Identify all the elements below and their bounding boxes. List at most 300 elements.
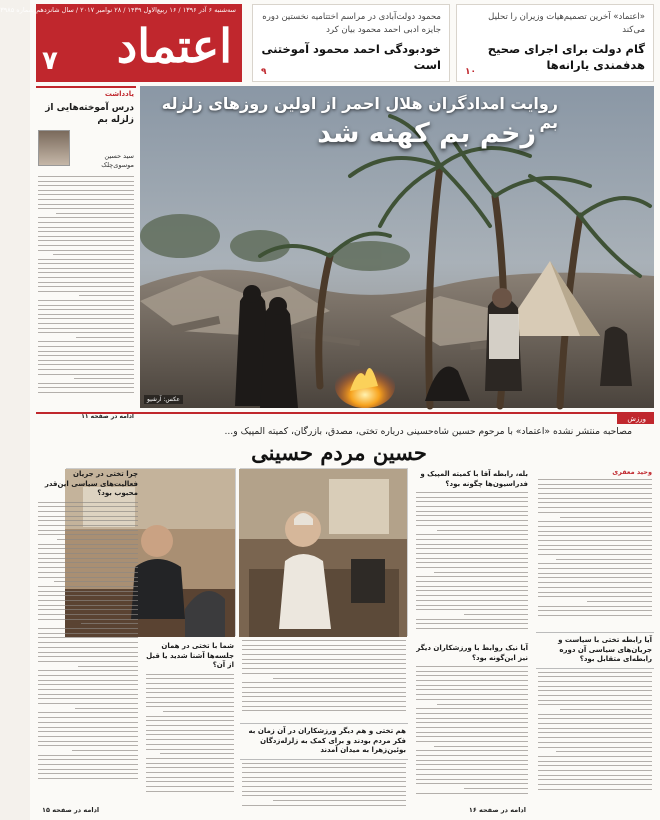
text-line — [242, 682, 406, 683]
section-bar — [36, 412, 654, 422]
promo-headline[interactable]: خودبودگی احمد محمود آموختنی است — [261, 42, 441, 72]
promo-headline[interactable]: گام دولت برای اجرای صحیح هدفمندی یارانه‌ها — [487, 42, 645, 72]
question-text: بله، رابطه آقا با کمیته المپیک و فدراسیون‌ها چگونه بود؟ — [420, 470, 528, 488]
text-line — [416, 732, 528, 733]
text-line — [416, 492, 528, 493]
text-line — [538, 488, 652, 489]
text-line — [587, 601, 652, 602]
interview-photo-left[interactable] — [240, 468, 408, 636]
text-line — [38, 577, 138, 578]
text-line — [538, 596, 652, 597]
text-line — [538, 704, 652, 705]
text-line — [38, 318, 134, 319]
column-body-text — [36, 176, 136, 412]
text-line — [38, 741, 138, 742]
promo-box[interactable] — [252, 4, 450, 82]
article-column — [414, 468, 530, 812]
text-line — [146, 772, 234, 773]
text-line — [38, 600, 138, 601]
text-line — [538, 700, 652, 701]
text-line — [538, 742, 652, 743]
text-line — [556, 559, 652, 560]
text-line — [560, 709, 652, 710]
text-line — [416, 694, 528, 695]
text-line — [416, 755, 528, 756]
text-line — [416, 675, 528, 676]
column-text — [536, 672, 654, 802]
interview-section — [36, 412, 654, 814]
text-line — [538, 775, 652, 776]
text-line — [146, 674, 234, 675]
text-line — [38, 185, 134, 186]
pull-quote: هم تختی و هم دیگر ورزشکاران در آن زمان به فکر مردم بودند و برای کمک به زلزله‌زدگان بوئین‌زهرا به میدان آمدند — [240, 723, 408, 760]
text-line — [242, 791, 406, 792]
text-line — [38, 300, 134, 301]
text-line — [538, 784, 652, 785]
text-line — [160, 753, 234, 754]
column-text — [536, 479, 654, 629]
text-line — [416, 750, 528, 751]
text-line — [38, 511, 138, 512]
logo-wordmark: اعتماد — [116, 19, 232, 73]
text-line — [38, 548, 138, 549]
text-line — [38, 250, 134, 251]
text-line — [273, 800, 406, 801]
text-line — [38, 628, 138, 629]
promo-box[interactable] — [456, 4, 654, 82]
text-line — [38, 558, 138, 559]
text-line — [437, 704, 528, 705]
text-line — [538, 695, 652, 696]
text-line — [38, 731, 138, 732]
text-line — [146, 716, 234, 717]
hero-photo[interactable] — [140, 86, 654, 408]
text-line — [38, 572, 138, 573]
text-line — [38, 222, 134, 223]
continued-note[interactable]: ادامه در صفحه ۱۶ — [468, 806, 526, 814]
text-line — [146, 702, 234, 703]
text-line — [38, 722, 138, 723]
text-line — [538, 728, 652, 729]
text-line — [38, 383, 134, 384]
text-line — [38, 268, 134, 269]
text-line — [38, 619, 138, 620]
hero-overline: روایت امدادگران هلال احمر از اولین روزهای زلزله بم — [161, 94, 558, 132]
interviewee-photo — [239, 469, 407, 637]
text-line — [538, 507, 652, 508]
text-line — [146, 781, 234, 782]
text-line — [38, 502, 138, 503]
text-line — [146, 767, 234, 768]
text-line — [416, 779, 528, 780]
text-line — [146, 749, 234, 750]
text-line — [434, 572, 528, 573]
text-line — [416, 581, 528, 582]
text-line — [38, 595, 138, 596]
text-line — [38, 745, 138, 746]
text-line — [538, 479, 652, 480]
text-line — [538, 718, 652, 719]
text-line — [38, 332, 134, 333]
promo-page-number: ۹ — [261, 67, 267, 77]
text-line — [416, 520, 528, 521]
text-line — [38, 392, 134, 393]
text-line — [38, 286, 134, 287]
text-line — [38, 204, 134, 205]
text-line — [38, 586, 138, 587]
continued-note[interactable]: ادامه در صفحه ۱۱ — [81, 413, 134, 420]
text-line — [146, 758, 234, 759]
text-line — [416, 708, 528, 709]
text-line — [416, 506, 528, 507]
text-line — [242, 668, 406, 669]
text-line — [146, 697, 234, 698]
text-line — [242, 805, 406, 806]
text-line — [560, 517, 652, 518]
text-line — [38, 263, 134, 264]
text-line — [57, 539, 138, 540]
text-line — [242, 654, 406, 655]
text-line — [38, 190, 134, 191]
column-text — [240, 763, 408, 811]
text-line — [146, 692, 234, 693]
article-headline[interactable]: حسین مردم حسینی — [251, 440, 427, 465]
text-line — [38, 755, 138, 756]
text-line — [38, 346, 134, 347]
text-line — [416, 736, 528, 737]
column-text — [414, 492, 530, 642]
column-label: یادداشت — [104, 90, 134, 98]
text-line — [75, 708, 138, 709]
text-line — [538, 493, 652, 494]
text-line — [416, 544, 528, 545]
text-line — [416, 548, 528, 549]
text-line — [416, 760, 528, 761]
text-line — [38, 562, 138, 563]
text-line — [38, 217, 134, 218]
text-line — [38, 656, 138, 657]
text-line — [538, 747, 652, 748]
text-line — [538, 587, 652, 588]
text-line — [416, 689, 528, 690]
text-line — [416, 718, 528, 719]
text-line — [538, 765, 652, 766]
text-line — [242, 795, 406, 796]
masthead — [0, 4, 654, 82]
text-line — [38, 364, 134, 365]
text-line — [538, 714, 652, 715]
text-line — [416, 671, 528, 672]
text-line — [538, 521, 652, 522]
text-line — [416, 713, 528, 714]
text-line — [38, 661, 138, 662]
text-line — [538, 737, 652, 738]
text-line — [146, 739, 234, 740]
text-line — [416, 685, 528, 686]
text-line — [242, 781, 406, 782]
text-line — [38, 778, 138, 779]
text-line — [38, 387, 134, 388]
text-line — [416, 511, 528, 512]
text-line — [38, 176, 134, 177]
text-line — [146, 763, 234, 764]
text-line — [416, 619, 528, 620]
question-text: شما با تختی در همان جلسه‌ها آشنا شدید یا قبل از آن؟ — [146, 642, 234, 669]
text-line — [56, 213, 134, 214]
text-line — [538, 563, 652, 564]
text-line — [242, 777, 406, 778]
text-line — [416, 793, 528, 794]
text-line — [416, 727, 528, 728]
column-text — [240, 640, 408, 720]
text-line — [538, 549, 652, 550]
text-line — [38, 605, 138, 606]
text-line — [242, 687, 406, 688]
text-line — [416, 600, 528, 601]
text-line — [242, 663, 406, 664]
text-line — [416, 680, 528, 681]
text-line — [38, 516, 138, 517]
column-text — [36, 502, 140, 802]
text-line — [416, 586, 528, 587]
text-line — [38, 609, 138, 610]
text-line — [416, 764, 528, 765]
article-column — [144, 640, 236, 812]
text-line — [538, 592, 652, 593]
text-line — [38, 637, 138, 638]
text-line — [38, 727, 138, 728]
text-line — [38, 236, 134, 237]
text-line — [416, 497, 528, 498]
text-line — [38, 633, 138, 634]
text-line — [38, 534, 138, 535]
pull-quote: آیا رابطه تختی با سیاست و جریان‌های سیاسی آن دوره رابطه‌ای متقابل بود؟ — [536, 632, 654, 669]
question-text: چرا تختی در جریان فعالیت‌های سیاسی این‌قدر محبوب بود؟ — [44, 470, 138, 497]
text-line — [416, 699, 528, 700]
text-line — [416, 558, 528, 559]
text-line — [242, 649, 406, 650]
text-line — [416, 623, 528, 624]
text-line — [242, 710, 406, 711]
text-line — [146, 683, 234, 684]
opinion-column — [36, 86, 136, 420]
text-line — [38, 530, 138, 531]
text-line — [416, 576, 528, 577]
author-block — [36, 128, 136, 172]
text-line — [38, 323, 134, 324]
text-line — [416, 534, 528, 535]
text-line — [416, 553, 528, 554]
question-text: آیا نیک روابط با ورزشکاران دیگر نیز این‌گونه بود؟ — [416, 644, 528, 662]
text-line — [416, 605, 528, 606]
text-line — [242, 786, 406, 787]
text-line — [146, 706, 234, 707]
text-line — [38, 553, 138, 554]
text-line — [38, 272, 134, 273]
hero-headline[interactable]: زخم بم کهنه شد — [317, 118, 536, 149]
text-line — [538, 610, 652, 611]
dateline: سه‌شنبه ۶ آذر ۱۳۹۶ / ۱۶ ربیع‌الاول ۱۴۳۹ / ۲۸ نوامبر ۲۰۱۷ / سال شانزدهم شماره ۳۹۸۵ — [0, 6, 236, 14]
text-line — [146, 725, 234, 726]
text-line — [38, 314, 134, 315]
text-line — [38, 341, 134, 342]
issue-number: ۷ — [42, 46, 58, 76]
text-line — [242, 772, 406, 773]
text-line — [38, 245, 134, 246]
text-line — [538, 732, 652, 733]
text-line — [38, 355, 134, 356]
text-line — [416, 769, 528, 770]
text-line — [38, 703, 138, 704]
text-line — [538, 531, 652, 532]
text-line — [146, 786, 234, 787]
text-line — [538, 615, 652, 616]
text-line — [38, 689, 138, 690]
text-line — [273, 678, 406, 679]
column-text — [414, 666, 530, 806]
text-line — [416, 525, 528, 526]
author-name: سید حسین موسوی‌چلک — [101, 152, 134, 169]
text-line — [38, 642, 138, 643]
text-line — [242, 645, 406, 646]
section-label[interactable]: ورزش — [617, 414, 654, 424]
text-line — [538, 723, 652, 724]
text-line — [38, 567, 138, 568]
text-line — [38, 360, 134, 361]
text-line — [146, 791, 234, 792]
text-line — [38, 351, 134, 352]
text-line — [38, 684, 138, 685]
continued-note[interactable]: ادامه در صفحه ۱۵ — [42, 806, 100, 814]
text-line — [146, 688, 234, 689]
article-kicker: مصاحبه منتشر نشده «اعتماد» با مرحوم حسین شاه‌حسینی درباره تختی، مصدق، بازرگان، کمیته المپیک و... — [224, 426, 632, 437]
text-line — [38, 181, 134, 182]
text-line — [76, 337, 134, 338]
text-line — [38, 291, 134, 292]
text-line — [242, 767, 406, 768]
text-line — [538, 770, 652, 771]
article-column — [240, 640, 408, 812]
text-line — [38, 652, 138, 653]
text-line — [146, 734, 234, 735]
text-line — [38, 614, 138, 615]
text-line — [38, 240, 134, 241]
reporter-name: وحید معقری — [612, 468, 652, 476]
text-line — [38, 712, 138, 713]
text-line — [416, 609, 528, 610]
text-line — [38, 277, 134, 278]
text-line — [242, 701, 406, 702]
text-line — [538, 573, 652, 574]
text-line — [38, 369, 134, 370]
text-line — [38, 698, 138, 699]
text-line — [74, 378, 134, 379]
text-line — [538, 676, 652, 677]
text-line — [38, 506, 138, 507]
text-line — [416, 501, 528, 502]
text-line — [38, 717, 138, 718]
text-line — [146, 720, 234, 721]
text-line — [38, 194, 134, 195]
text-line — [38, 670, 138, 671]
text-line — [38, 374, 134, 375]
photo-credit: عکس: آرشیو — [144, 395, 183, 404]
text-line — [146, 678, 234, 679]
text-line — [538, 686, 652, 687]
column-text — [144, 674, 236, 804]
text-line — [38, 675, 138, 676]
text-line — [538, 535, 652, 536]
newspaper-logo[interactable] — [0, 4, 242, 82]
text-line — [38, 328, 134, 329]
promo-kicker: «اعتماد» آخرین تصمیم‌هیات وزیران را تحلیل می‌کند — [488, 12, 645, 35]
text-line — [538, 484, 652, 485]
text-line — [556, 751, 652, 752]
text-line — [437, 530, 528, 531]
text-line — [38, 736, 138, 737]
text-line — [538, 690, 652, 691]
text-line — [538, 672, 652, 673]
text-line — [416, 590, 528, 591]
text-line — [538, 512, 652, 513]
text-line — [81, 623, 138, 624]
text-line — [416, 515, 528, 516]
text-line — [38, 520, 138, 521]
text-line — [416, 628, 528, 629]
text-line — [416, 666, 528, 667]
text-line — [38, 282, 134, 283]
text-line — [242, 763, 406, 764]
text-line — [538, 526, 652, 527]
promo-page-number: ۱۰ — [465, 67, 476, 77]
text-line — [38, 647, 138, 648]
text-line — [538, 540, 652, 541]
text-line — [78, 666, 138, 667]
article-column — [36, 468, 140, 812]
text-line — [163, 711, 234, 712]
text-line — [242, 673, 406, 674]
column-title[interactable]: درس آموخته‌هایی از زلزله بم — [45, 103, 134, 125]
text-line — [38, 591, 138, 592]
text-line — [242, 640, 406, 641]
text-line — [54, 581, 138, 582]
text-line — [538, 554, 652, 555]
text-line — [72, 750, 138, 751]
text-line — [38, 259, 134, 260]
text-line — [38, 525, 138, 526]
text-line — [38, 764, 138, 765]
text-line — [464, 614, 528, 615]
text-line — [146, 730, 234, 731]
text-line — [38, 769, 138, 770]
text-line — [38, 773, 138, 774]
text-line — [53, 254, 134, 255]
text-line — [38, 231, 134, 232]
text-line — [416, 562, 528, 563]
text-line — [38, 208, 134, 209]
text-line — [538, 756, 652, 757]
text-line — [38, 694, 138, 695]
text-line — [416, 774, 528, 775]
text-line — [538, 789, 652, 790]
text-line — [38, 309, 134, 310]
text-line — [538, 761, 652, 762]
text-line — [538, 568, 652, 569]
text-line — [416, 783, 528, 784]
text-line — [464, 788, 528, 789]
text-line — [146, 777, 234, 778]
text-line — [538, 545, 652, 546]
